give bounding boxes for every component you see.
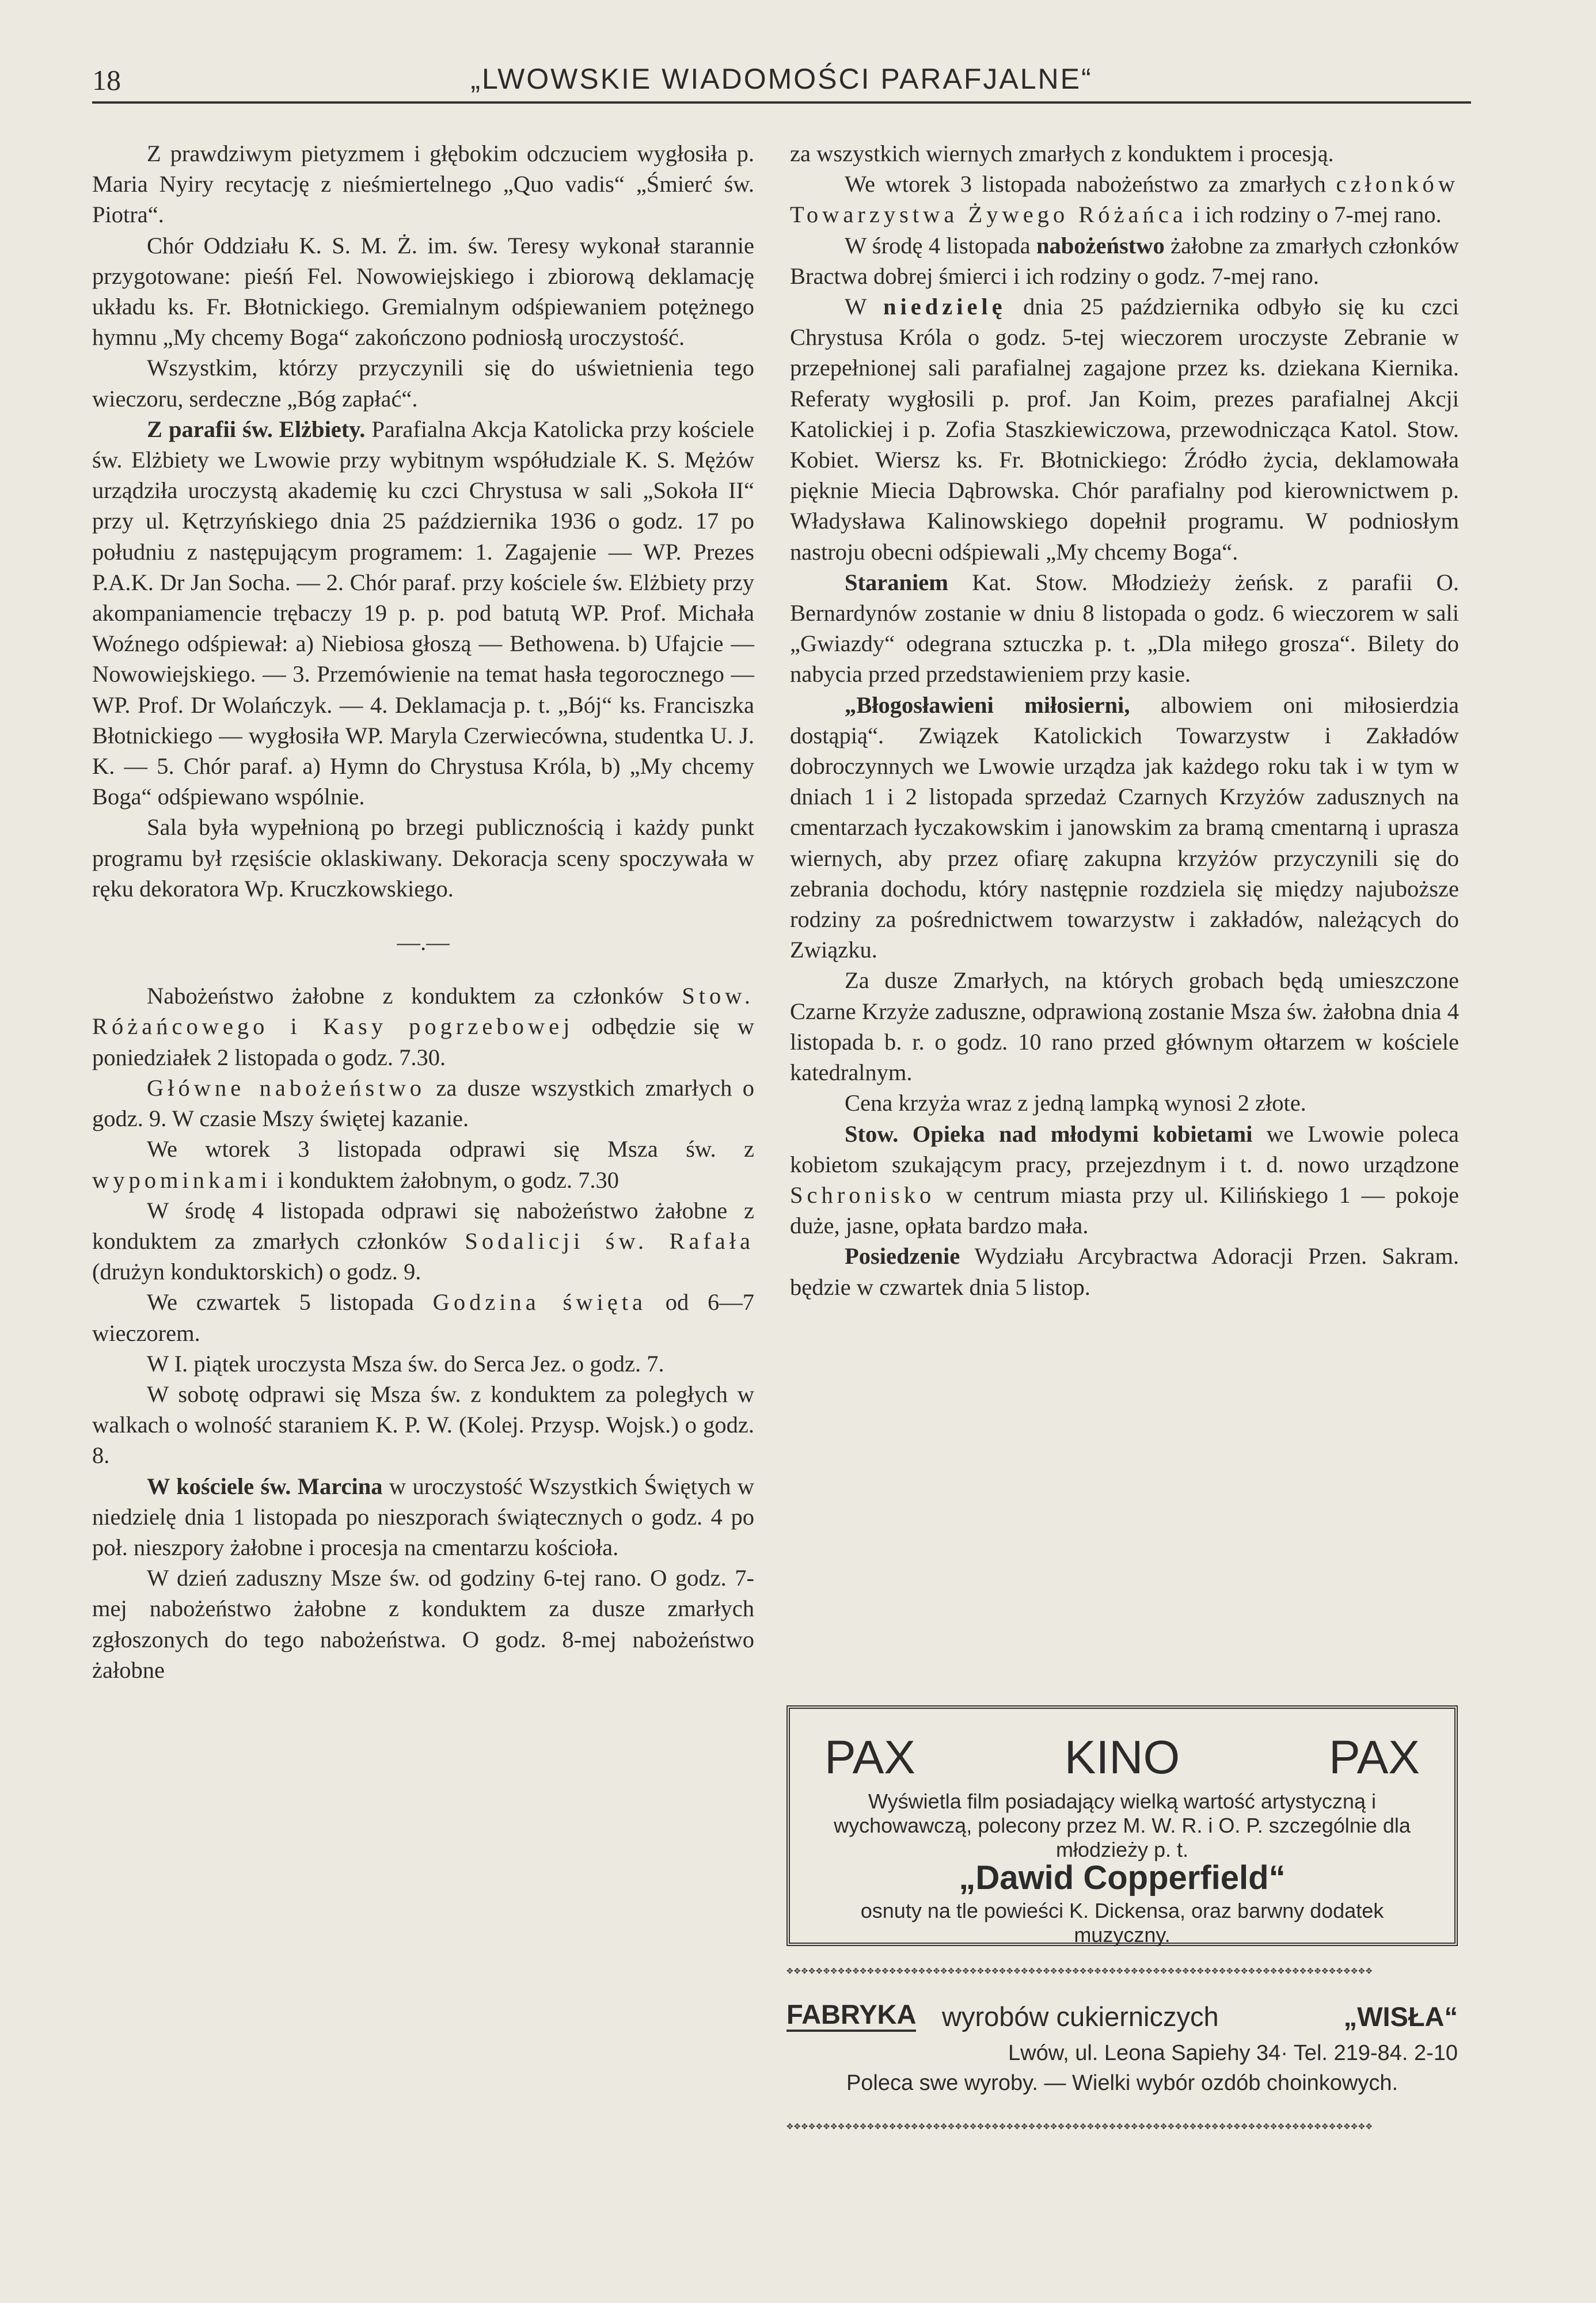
separator: —.—	[397, 929, 450, 956]
factory-address: Lwów, ul. Leona Sapiehy 34· Tel. 219-84. 2-10	[1008, 2041, 1458, 2065]
cinema-advertisement	[786, 1705, 1458, 1946]
paragraph	[92, 414, 754, 812]
paragraph	[790, 1241, 1459, 1302]
decorative-border-top: ✥✥✥✥✥✥✥✥✥✥✥✥✥✥✥✥✥✥✥✥✥✥✥✥✥✥✥✥✥✥✥✥✥✥✥✥✥✥✥✥✥✥✥✥✥✥✥✥✥✥✥✥✥✥✥✥✥✥✥✥✥✥✥✥✥✥✥✥✥✥✥✥✥✥✥✥✥✥✥✥	[786, 1968, 1373, 1976]
paragraph	[92, 1073, 754, 1134]
paragraph-text: żałobne za zmarłych członków Bractwa dobrej śmierci i ich rodziny o godz. 7-mej rano.	[790, 232, 1459, 289]
paragraph: W dzień zaduszny Msze św. od godziny 6-tej rano. O godz. 7-mej nabożeństwo żałobne z konduktem za dusze zmarłych zgłoszonych do tego nabożeństwa. O godz. 8-mej nabożeństwo żałobne	[92, 1565, 754, 1683]
paragraph-text: Parafialna Akcja Katolicka przy kościele św. Elżbiety we Lwowie przy wybitnym współudziale K. S. Mężów urządziła uroczystą akademię ku czci Chrystusa w sali „Sokoła II“ przy ul. Kętrzyńskiego dnia 25 października 1936 o godz. 17 po południu z następującym programem: 1. Zagajenie — WP. Prezes P.A.K. Dr Jan Socha. — 2. Chór paraf. przy kościele św. Elżbiety przy akompaniamencie trębaczy 19 p. p. pod batutą WP. Prof. Michała Woźnego odśpiewał: a) Niebiosa głoszą — Bethowena. b) Ufajcie — Nowowiejskiego. — 3. Przemówienie na temat hasła tegorocznego — WP. Prof. Dr Wolańczyk. — 4. Deklamacja p. t. „Bój“ ks. Franciszka Błotnickiego — wygłosiła WP. Maryla Czerwiecówna, studentka U. J. K. — 5. Chór paraf. a) Hymn do Chrystusa Króla, b) „My chcemy Boga“ odśpiewano wspólnie.	[92, 416, 754, 810]
paragraph-text: we Lwowie poleca kobietom szukającym pracy, przejezdnym i t. d. nowo urządzone	[790, 1120, 1459, 1177]
paragraph-text: dnia 25 października odbyło się ku czci Chrystusa Króla o godz. 5-tej wieczorem uroczyste Zebranie w przepełnionej sali parafialnej zagajone przez ks. dziekana Kiernika. Referaty wygłosili p. prof. Jan Koim, prezes parafialnej Akcji Katolickiej i p. Zofia Staszkiewiczowa, przewodnicząca Katol. Stow. Kobiet. Wiersz ks. Fr. Błotnickiego: Źródło życia, deklamowała pięknie Miecia Dąbrowska. Chór parafialny pod kierownictwem p. Władysława Kalinowskiego dopełnił programu. W podniosłym nastroju obecni odśpiewali „My chcemy Boga“.	[790, 294, 1459, 565]
emphasis: członków Towarzystwa Żywego Różańca	[790, 171, 1459, 228]
paragraph	[790, 291, 1459, 567]
paragraph	[92, 981, 754, 1073]
factory-description: wyrobów cukierniczych	[942, 2001, 1219, 2032]
section-heading: Staraniem	[845, 569, 948, 595]
cinema-name-left: PAX	[824, 1731, 915, 1784]
emphasis: niedzielę	[883, 294, 1006, 320]
factory-slogan: Poleca swe wyroby. — Wielki wybór ozdób choinkowych.	[846, 2071, 1399, 2095]
paragraph-text: i ich rodziny o 7-mej rano.	[1187, 202, 1442, 228]
paragraph: W I. piątek uroczysta Msza św. do Serca Jez. o godz. 7.	[147, 1350, 664, 1377]
confectionery-advertisement	[786, 1989, 1458, 2110]
emphasis: Sodalicji św. Rafała	[465, 1227, 755, 1254]
paragraph: za wszystkich wiernych zmarłych z konduktem i procesją.	[790, 140, 1334, 166]
section-heading: „Błogosławieni miłosierni,	[845, 691, 1130, 718]
header-rule	[92, 101, 1471, 104]
publication-title: „LWOWSKIE WIADOMOŚCI PARAFJALNE“	[470, 63, 1093, 95]
decorative-border-bottom: ✥✥✥✥✥✥✥✥✥✥✥✥✥✥✥✥✥✥✥✥✥✥✥✥✥✥✥✥✥✥✥✥✥✥✥✥✥✥✥✥✥✥✥✥✥✥✥✥✥✥✥✥✥✥✥✥✥✥✥✥✥✥✥✥✥✥✥✥✥✥✥✥✥✥✥✥✥✥✥✥	[786, 2123, 1373, 2131]
emphasis: nabożeństwo	[1036, 232, 1165, 259]
paragraph-text: za dusze wszystkich zmarłych o godz. 9. W czasie Mszy świętej kazanie.	[92, 1074, 754, 1132]
paragraph	[790, 690, 1459, 966]
paragraph-text: Kat. Stow. Młodzieży żeńsk. z parafii O. Bernardynów zostanie w dniu 8 listopada o godz. 6 wieczorem w sali „Gwiazdy“ odegrana sztuczka p. t. „Dla miłego grosza“. Bilety do nabycia przed przedstawieniem przy kasie.	[790, 569, 1459, 687]
paragraph-text: We czwartek 5 listopada	[147, 1289, 433, 1316]
page-header	[92, 58, 1471, 109]
paragraph: Wszystkim, którzy przyczynili się do uświetnienia tego wieczoru, serdeczne „Bóg zapłać“.	[92, 355, 754, 412]
paragraph: Z prawdziwym pietyzmem i głębokim odczuciem wygłosiła p. Maria Nyiry recytację z nieśmiertelnego „Quo vadis“ „Śmierć św. Piotra“.	[92, 140, 754, 228]
paragraph-text: We wtorek 3 listopada odprawi się Msza św. z	[147, 1136, 754, 1162]
section-heading: Z parafii św. Elżbiety.	[147, 416, 366, 442]
emphasis: Główne nabożeństwo	[147, 1074, 426, 1101]
paragraph-text: We wtorek 3 listopada nabożeństwo za zmarłych	[845, 171, 1336, 197]
film-title: „Dawid Copperfield“	[959, 1859, 1286, 1897]
paragraph	[92, 1195, 754, 1287]
paragraph-text: od 6—7 wieczorem.	[92, 1289, 754, 1346]
paragraph-text: odbędzie się w poniedziałek 2 listopada o godz. 7.30.	[92, 1013, 754, 1070]
section-heading: Posiedzenie	[845, 1243, 960, 1270]
paragraph: Chór Oddziału K. S. M. Ż. im. św. Teresy wykonał starannie przygotowane: pieśń Fel. Nowowiejskiego i zbiorową deklamację układu ks. Fr. Błotnickiego. Gremialnym odśpiewaniem potężnego hymnu „My chcemy Boga“ zakończono podniosłą uroczystość.	[92, 232, 754, 351]
factory-name: „WISŁA“	[1343, 2001, 1458, 2032]
paragraph	[92, 1471, 754, 1563]
paragraph: W sobotę odprawi się Msza św. z konduktem za poległych w walkach o wolność staraniem K. P. W. (Kolej. Przysp. Wojsk.) o godz. 8.	[92, 1381, 754, 1469]
factory-label: FABRYKA	[786, 2000, 916, 2032]
paragraph-text: W środę 4 listopada odprawi się nabożeństwo żałobne z konduktem za zmarłych członków	[92, 1197, 754, 1254]
paragraph	[790, 230, 1459, 291]
cinema-name-right: PAX	[1329, 1731, 1420, 1784]
paragraph	[92, 1134, 754, 1195]
confectionery-ad-heading	[786, 2000, 1458, 2034]
paragraph: Sala była wypełnioną po brzegi publicznością i każdy punkt programu był rzęsiście oklaskiwany. Dekoracja sceny spoczywała w ręku dekoratora Wp. Kruczkowskiego.	[92, 814, 754, 902]
emphasis: Schronisko	[790, 1181, 936, 1208]
paragraph-text: albowiem oni miłosierdzia dostąpią“. Związek Katolickich Towarzystw i Zakładów dobroczynnych we Lwowie urządza jak każdego roku tak i w tym w dniach 1 i 2 listopada sprzedaż Czarnych Krzyżów zadusznych na cmentarzach łyczakowskim i janowskim za bramą cmentarną i uprasza wiernych, aby przez ofiarę zakupna krzyżów przyczynili się do zebrania dochodu, który następnie rozdziela się między najuboższe rodziny za pośrednictwem towarzystw i zakładów, należących do Związku.	[790, 691, 1459, 963]
paragraph	[790, 1119, 1459, 1241]
paragraph	[790, 567, 1459, 690]
paragraph-text: i konduktem żałobnym, o godz. 7.30	[271, 1166, 620, 1193]
paragraph-text: Nabożeństwo żałobne z konduktem za członków	[147, 983, 682, 1009]
page-number: 18	[92, 64, 121, 96]
cinema-ad-footer: osnuty na tle powieści K. Dickensa, oraz barwny dodatek muzyczny.	[860, 1899, 1384, 1947]
section-heading: Stow. Opieka nad młodymi kobietami	[845, 1120, 1253, 1147]
section-heading: W kościele św. Marcina	[147, 1473, 383, 1499]
paragraph: Cena krzyża wraz z jedną lampką wynosi 2 złote.	[845, 1090, 1306, 1116]
paragraph-text: w centrum miasta przy ul. Kilińskiego 1 — pokoje duże, jasne, opłata bardzo mała.	[790, 1181, 1459, 1239]
paragraph	[92, 1287, 754, 1348]
paragraph-text: (drużyn konduktorskich) o godz. 9.	[92, 1259, 421, 1285]
paragraph-text: w uroczystość Wszystkich Świętych w niedzielę dnia 1 listopada po nieszporach świątecznych o godz. 4 po poł. nieszpory żałobne i procesja na cmentarzu kościoła.	[92, 1473, 754, 1560]
emphasis: Stow. Różańcowego i Kasy pogrzebowej	[92, 983, 754, 1040]
left-column	[92, 138, 754, 1685]
cinema-label: KINO	[1064, 1731, 1180, 1784]
paragraph	[790, 169, 1459, 230]
paragraph: Za dusze Zmarłych, na których grobach będą umieszczone Czarne Krzyże zaduszne, odprawioną zostanie Msza św. żałobna dnia 4 listopada b. r. o godz. 10 rano przed głównym ołtarzem w kościele katedralnym.	[790, 967, 1459, 1086]
cinema-ad-description: Wyświetla film posiadający wielką wartość artystyczną i wychowawczą, polecony przez M. W. R. i O. P. szczególnie dla młodzieży p. t.	[834, 1789, 1411, 1861]
paragraph-text: W	[845, 294, 883, 320]
paragraph-text: W środę 4 listopada	[845, 232, 1036, 259]
emphasis: wypominkami	[92, 1166, 271, 1193]
paragraph-text: Wydziału Arcybractwa Adoracji Przen. Sakram. będzie w czwartek dnia 5 listop.	[790, 1243, 1459, 1300]
right-column	[790, 138, 1459, 1302]
cinema-ad-heading	[824, 1732, 1420, 1784]
emphasis: Godzina święta	[432, 1289, 647, 1316]
